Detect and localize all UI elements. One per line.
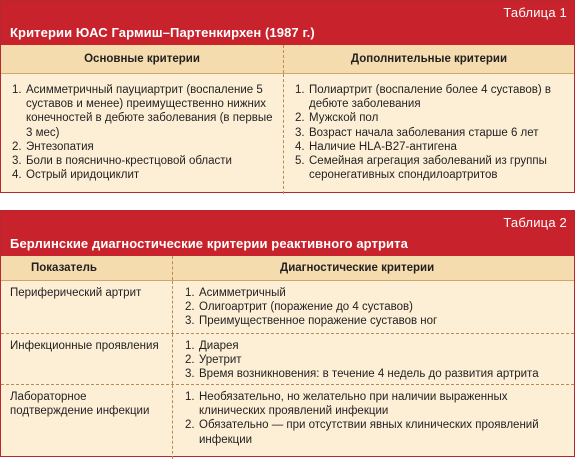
item-number: 2. <box>185 419 195 432</box>
item-number: 4. <box>12 169 22 182</box>
list-item <box>185 367 568 381</box>
indicator-cell: Периферический артрит <box>1 281 173 333</box>
item-text: Преимущественное поражение суставов ног <box>199 315 438 328</box>
table-1-number: Таблица 1 <box>503 5 567 20</box>
list-item <box>295 140 568 154</box>
item-text: Асимметричный <box>199 287 286 299</box>
table-2-header <box>1 211 574 256</box>
item-text: Олигоартрит (поражение до 4 суставов) <box>199 301 413 314</box>
item-text: Семейная агрегация заболеваний из группы серонегативных спондилоартритов <box>309 155 547 182</box>
item-text: Обязательно — при отсутствии явных клинических проявлений инфекции <box>199 419 539 446</box>
extra-criteria-list <box>295 83 568 182</box>
item-number: 2. <box>12 140 22 153</box>
list-item <box>185 390 568 418</box>
item-number: 3. <box>185 315 195 328</box>
criteria-cell <box>173 385 574 459</box>
list-item <box>295 111 568 125</box>
list-item <box>185 339 568 353</box>
list-item <box>12 83 277 140</box>
table-1-body-row <box>1 74 574 194</box>
list-item <box>12 168 277 182</box>
item-number: 5. <box>295 155 305 168</box>
item-text: Асимметричный пауциартрит (воспаление 5 суставов и менее) преимущественно нижних конечностей в дебюте заболевания (в первые 3 мес) <box>26 84 273 139</box>
list-item <box>295 154 568 182</box>
item-text: Диарея <box>199 340 239 352</box>
item-number: 1. <box>185 287 195 299</box>
criteria-list <box>185 390 568 447</box>
list-item <box>185 418 568 446</box>
item-number: 1. <box>185 340 195 352</box>
list-item <box>12 140 277 154</box>
table-1-title: Критерии ЮАС Гармиш–Партенкирхен (1987 г.) <box>10 25 315 40</box>
item-number: 3. <box>295 126 305 139</box>
item-number: 4. <box>295 140 305 153</box>
criteria-cell <box>173 334 574 384</box>
item-text: Острый иридоциклит <box>26 169 140 182</box>
indicator-cell: Инфекционные проявления <box>1 334 173 384</box>
main-criteria-list <box>12 83 277 182</box>
item-text: Наличие HLA-B27-антигена <box>309 140 457 153</box>
item-text: Энтезопатия <box>26 140 94 153</box>
item-number: 3. <box>185 368 195 381</box>
list-item <box>185 314 568 328</box>
item-text: Мужской пол <box>309 112 379 125</box>
item-text: Возраст начала заболевания старше 6 лет <box>309 126 539 139</box>
table-2-title: Берлинские диагностические критерии реактивного артрита <box>10 236 408 251</box>
table-1-column-headers <box>1 45 574 74</box>
main-criteria-cell <box>1 74 284 194</box>
list-item <box>295 83 568 111</box>
table-row <box>1 334 574 385</box>
item-number: 1. <box>12 84 22 96</box>
table-2-number: Таблица 2 <box>503 215 567 230</box>
list-item <box>185 300 568 314</box>
criteria-list <box>185 339 568 382</box>
item-text: Полиартрит (воспаление более 4 суставов) в дебюте заболевания <box>309 84 551 111</box>
item-number: 3. <box>12 155 22 168</box>
item-number: 2. <box>185 354 195 367</box>
item-number: 2. <box>295 112 305 125</box>
extra-criteria-cell <box>284 74 574 194</box>
criteria-list <box>185 286 568 329</box>
item-number: 1. <box>185 391 195 403</box>
list-item <box>12 154 277 168</box>
table-2-column-headers <box>1 256 574 281</box>
list-item <box>295 126 568 140</box>
criteria-cell <box>173 281 574 333</box>
table-1-header <box>1 1 574 45</box>
column-header-indicator: Показатель <box>1 256 173 280</box>
item-number: 1. <box>295 84 305 96</box>
list-item <box>185 286 568 300</box>
column-header-main-criteria: Основные критерии <box>1 45 284 73</box>
table-row <box>1 385 574 459</box>
item-text: Необязательно, но желательно при наличии выраженных клинических проявлений инфекции <box>199 391 508 418</box>
table-row <box>1 281 574 334</box>
item-text: Время возникновения: в течение 4 недель до развития артрита <box>199 368 539 381</box>
column-header-diagnostic-criteria: Диагностические критерии <box>280 262 435 274</box>
item-text: Боли в пояснично-крестцовой области <box>26 155 232 168</box>
list-item <box>185 353 568 367</box>
table-1 <box>0 0 575 193</box>
item-text: Уретрит <box>199 354 242 367</box>
indicator-cell: Лабораторное подтверждение инфекции <box>1 385 173 459</box>
item-number: 2. <box>185 301 195 314</box>
table-2 <box>0 210 575 457</box>
column-header-extra-criteria: Дополнительные критерии <box>350 53 508 65</box>
